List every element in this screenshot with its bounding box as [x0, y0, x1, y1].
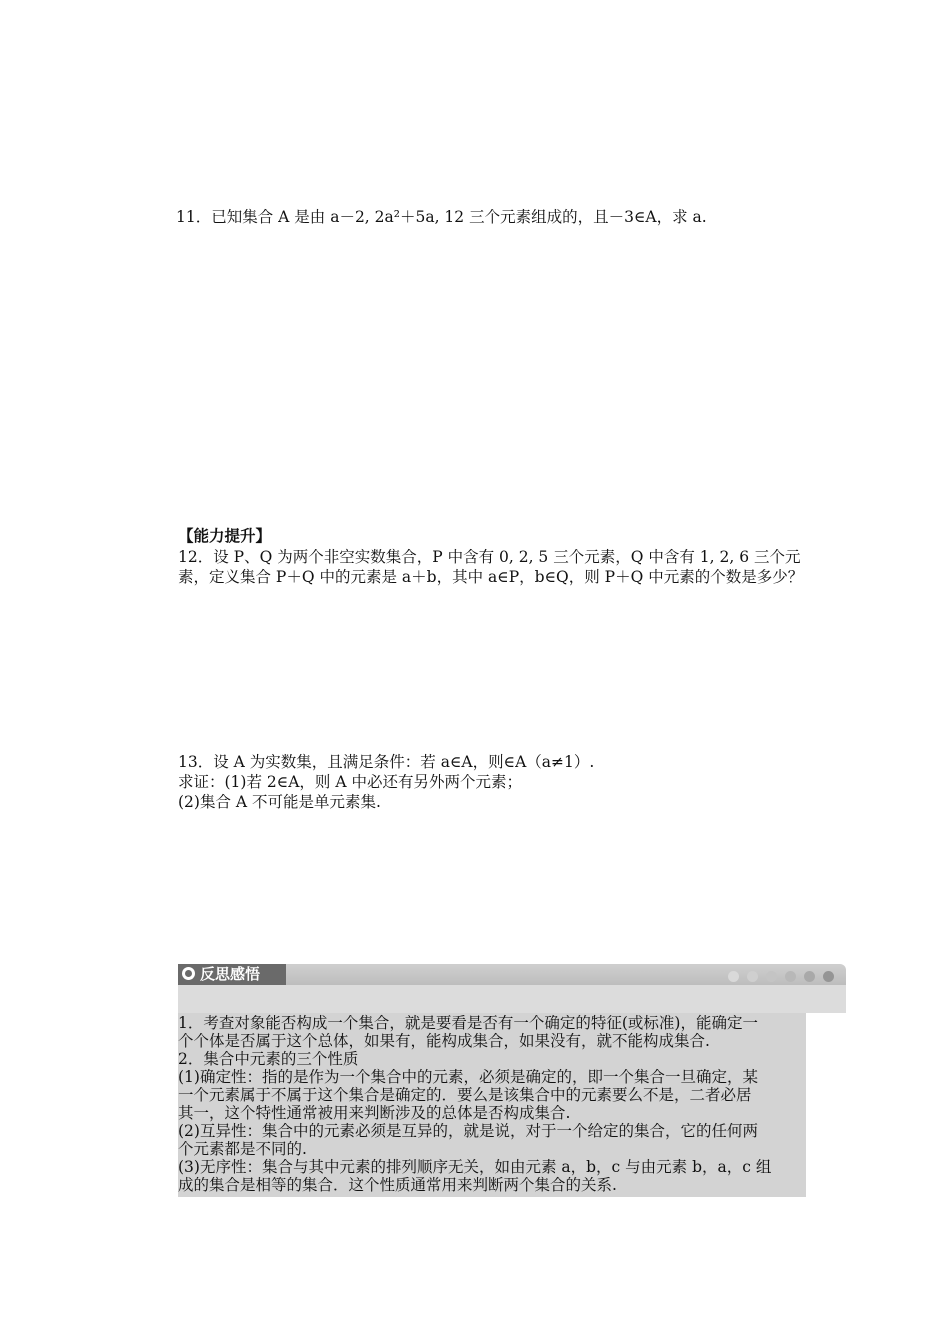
- reflection-line: 其一，这个特性通常被用来判断涉及的总体是否构成集合.: [178, 1104, 571, 1122]
- dot-icon: [728, 971, 739, 982]
- reflection-line: (2)互异性：集合中的元素必须是互异的，就是说，对于一个给定的集合，它的任何两: [178, 1122, 758, 1140]
- dot-icon: [747, 971, 758, 982]
- target-circle-icon: [182, 967, 195, 980]
- question-12-line-1: 12．设 P、Q 为两个非空实数集合，P 中含有 0, 2, 5 三个元素，Q 中含有 1, 2, 6 三个元: [178, 548, 801, 566]
- reflection-line: 成的集合是相等的集合．这个性质通常用来判断两个集合的关系.: [178, 1176, 617, 1194]
- question-13-line-1: 13．设 A 为实数集，且满足条件：若 a∈A，则∈A（a≠1）.: [178, 753, 595, 771]
- reflection-line: (3)无序性：集合与其中元素的排列顺序无关，如由元素 a，b，c 与由元素 b，a，c 组: [178, 1158, 772, 1176]
- reflection-title: 反思感悟: [200, 965, 261, 983]
- reflection-header: [178, 964, 846, 985]
- question-13-line-2: 求证：(1)若 2∈A，则 A 中必还有另外两个元素；: [178, 773, 522, 791]
- dot-icon: [785, 971, 796, 982]
- reflection-line: 1．考查对象能否构成一个集合，就是要看是否有一个确定的特征(或标准)，能确定一: [178, 1014, 758, 1032]
- dot-icon: [766, 971, 777, 982]
- question-13-line-3: (2)集合 A 不可能是单元素集.: [178, 793, 381, 811]
- dot-icon: [823, 971, 834, 982]
- section-title: 【能力提升】: [178, 526, 272, 545]
- dot-icon: [804, 971, 815, 982]
- reflection-line: 2．集合中元素的三个性质: [178, 1050, 359, 1068]
- reflection-line: 个元素都是不同的.: [178, 1140, 307, 1158]
- question-12-line-2: 素，定义集合 P＋Q 中的元素是 a＋b，其中 a∈P，b∈Q，则 P＋Q 中元素的个数是多少？: [178, 568, 804, 586]
- reflection-subheader: [178, 985, 846, 1013]
- question-11: 11．已知集合 A 是由 a－2, 2a²＋5a, 12 三个元素组成的，且－3∈A，求 a.: [176, 208, 707, 226]
- reflection-tab: [178, 964, 286, 985]
- reflection-line: (1)确定性：指的是作为一个集合中的元素，必须是确定的，即一个集合一旦确定，某: [178, 1068, 758, 1086]
- reflection-line: 一个元素属于不属于这个集合是确定的．要么是该集合中的元素要么不是，二者必居: [178, 1086, 752, 1104]
- reflection-line: 个个体是否属于这个总体，如果有，能构成集合，如果没有，就不能构成集合.: [178, 1032, 710, 1050]
- decorative-dots: [720, 968, 834, 986]
